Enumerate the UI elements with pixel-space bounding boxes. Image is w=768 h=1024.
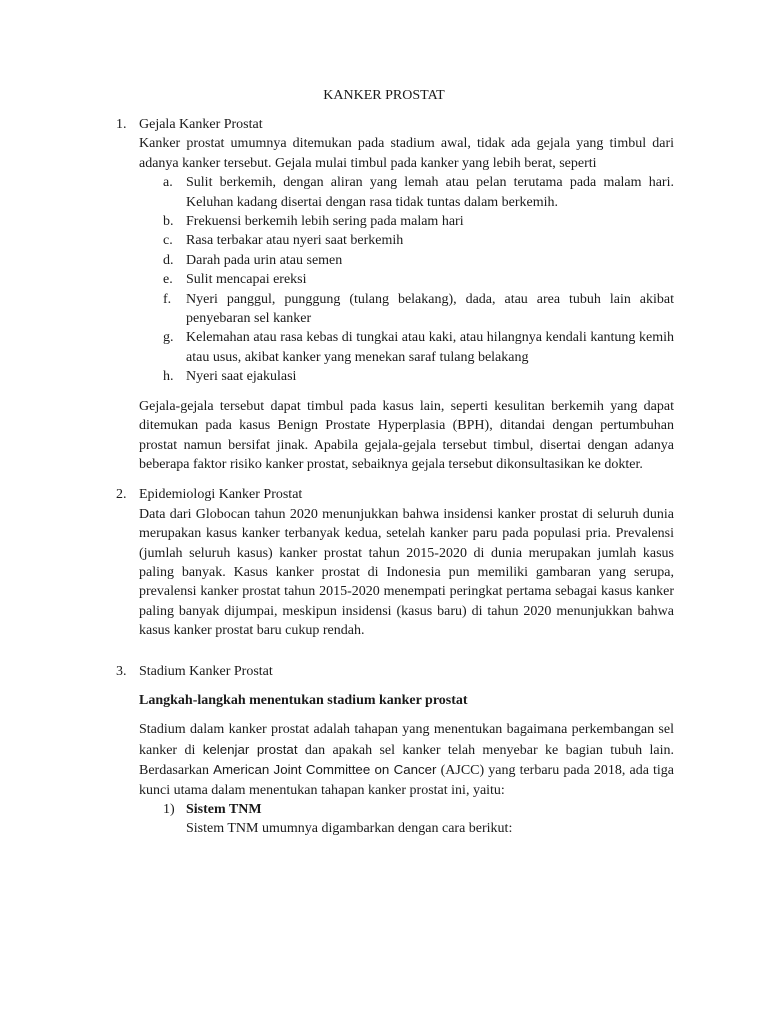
section-number: 1.	[116, 117, 127, 132]
list-marker: h.	[163, 369, 174, 385]
list-marker: a.	[163, 175, 173, 191]
list-item	[163, 173, 674, 212]
list-item-text: Nyeri panggul, punggung (tulang belakang), dada, atau area tubuh lain akibat penyebaran sel kanker	[186, 291, 674, 327]
section-stadium	[0, 662, 768, 839]
section-title: Epidemiologi Kanker Prostat	[139, 487, 303, 503]
item-text: Sistem TNM umumnya digambarkan dengan cara berikut:	[186, 821, 513, 837]
section-heading	[0, 115, 768, 134]
numbered-item	[163, 800, 674, 819]
list-item-text: Sulit mencapai ereksi	[186, 272, 307, 288]
body-text: (AJCC) yang terbaru pada 2018, ada tiga kunci utama dalam menentukan tahapan kanker prostat ini, yaitu:	[139, 763, 675, 798]
section-heading	[0, 485, 768, 504]
list-marker: f.	[163, 291, 172, 307]
section-heading	[0, 662, 768, 681]
item-title: Sistem TNM	[186, 802, 262, 817]
section-title: Gejala Kanker Prostat	[139, 117, 263, 132]
body-text: Stadium dalam kanker prostat adalah tahapan yang menentukan bagaimana perkembangan sel kanker di	[139, 722, 674, 758]
paragraph-intro: Kanker prostat umumnya ditemukan pada stadium awal, tidak ada gejala yang timbul dari adanya kanker tersebut. Gejala mulai timbul pada kanker yang lebih berat, seperti	[139, 136, 674, 171]
list-marker: c.	[163, 233, 173, 249]
paragraph-body	[139, 720, 674, 800]
symptom-list	[163, 173, 674, 386]
list-item-text: Nyeri saat ejakulasi	[186, 369, 297, 385]
list-item-text: Rasa terbakar atau nyeri saat berkemih	[186, 233, 404, 249]
subheading: Langkah-langkah menentukan stadium kanker prostat	[139, 692, 468, 708]
list-item	[163, 290, 674, 329]
list-marker: d.	[163, 252, 174, 268]
list-item	[163, 328, 674, 367]
body-text: dan apakah sel kanker telah menyebar ke bagian tubuh lain. Berdasarkan	[139, 742, 675, 779]
section-epidemiologi	[0, 485, 768, 640]
section-gejala	[0, 115, 768, 474]
list-item	[163, 270, 674, 289]
list-marker: b.	[163, 214, 174, 230]
list-item-text: Kelemahan atau rasa kebas di tungkai atau kaki, atau hilangnya kendali kantung kemih atau usus, akibat kanker yang menekan saraf tulang belakang	[186, 330, 674, 365]
list-item	[163, 231, 674, 250]
list-marker: e.	[163, 272, 173, 288]
document-title: KANKER PROSTAT	[323, 88, 445, 103]
list-item	[163, 367, 674, 386]
list-item	[163, 212, 674, 231]
list-item-text: Sulit berkemih, dengan aliran yang lemah atau pelan terutama pada malam hari. Keluhan kadang disertai dengan rasa tidak tuntas dalam berkemih.	[186, 175, 674, 210]
paragraph-body: Data dari Globocan tahun 2020 menunjukkan bahwa insidensi kanker prostat di seluruh dunia merupakan kasus kanker terbanyak kedua, setelah kanker paru pada populasi pria. Prevalensi (jumlah seluruh kasus) kanker prostat tahun 2015-2020 di dunia merupakan jumlah kasus paling banyak. Kasus kanker prostat di Indonesia pun memiliki gambaran yang serupa, prevalensi kanker prostat tahun 2015-2020 menempati peringkat pertama sebagai kasus kanker paling banyak dijumpai, meskipun insidensi (kasus baru) di tahun 2020 menunjukkan bahwa kasus kanker prostat baru cukup rendah.	[139, 506, 674, 639]
document-content	[0, 115, 768, 839]
section-title: Stadium Kanker Prostat	[139, 663, 273, 679]
item-number: 1)	[163, 802, 175, 817]
list-marker: g.	[163, 330, 174, 346]
section-number: 2.	[116, 487, 127, 503]
list-item-text: Frekuensi berkemih lebih sering pada malam hari	[186, 214, 464, 230]
section-number: 3.	[116, 663, 127, 679]
paragraph-closing: Gejala-gejala tersebut dapat timbul pada kasus lain, seperti kesulitan berkemih yang dapat ditemukan pada kasus Benign Prostate Hyperplasia (BPH), ditandai dengan pertumbuhan prostat namun bersifat jinak. Apabila gejala-gejala tersebut timbul, disertai dengan adanya beberapa faktor risiko kanker prostat, sebaiknya gejala tersebut dikonsultasikan ke dokter.	[139, 398, 674, 472]
link-ajcc[interactable]: American Joint Committee on Cancer	[213, 762, 437, 778]
list-item-text: Darah pada urin atau semen	[186, 252, 343, 268]
list-item	[163, 251, 674, 270]
link-kelenjar-prostat[interactable]: kelenjar prostat	[202, 741, 298, 757]
